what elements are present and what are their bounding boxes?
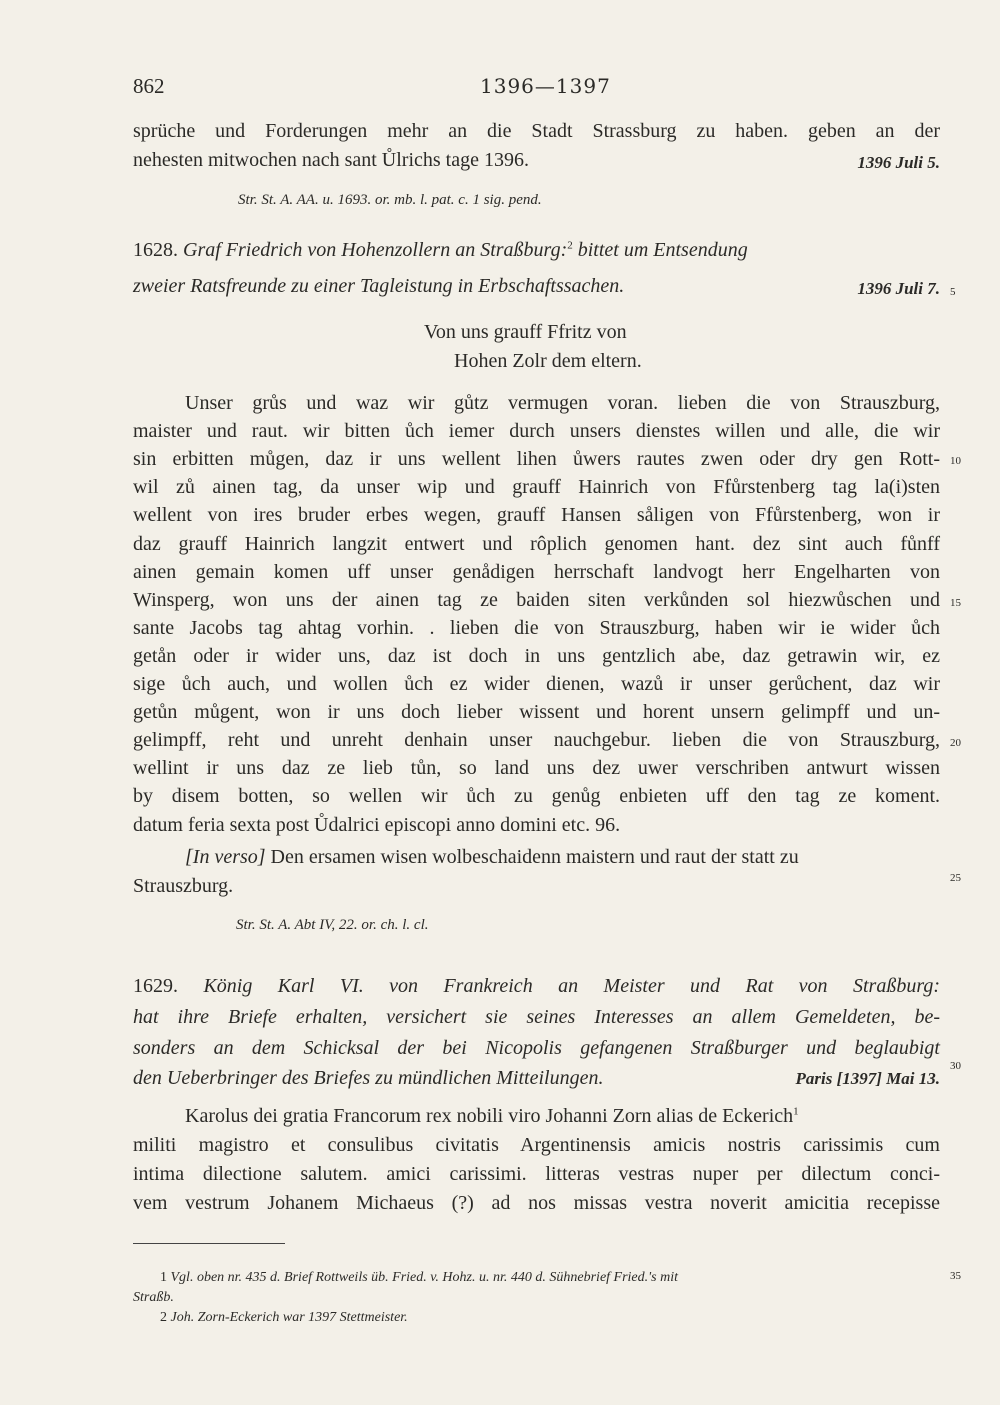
entry-summary: Graf Friedrich von Hohenzollern an Straßburg: (183, 239, 568, 261)
letter-line: gelimpff, reht und unreht denhain unser nauchgebur. lieben die von Strauszburg, (133, 729, 940, 752)
address-line: Hohen Zolr dem eltern. (454, 350, 642, 372)
entry-summary-line: sonders an dem Schicksal der bei Nicopolis gefangenen Straßburger und beglaubigt (133, 1037, 940, 1059)
text-line: nehesten mitwochen nach sant Ůlrichs tage 1396. (133, 149, 529, 171)
footnote-2 (160, 1310, 408, 1326)
letter-line: Unser grůs und waz wir gůtz vermugen voran. lieben die von Strauszburg, (185, 392, 940, 414)
footnote-divider (133, 1243, 285, 1244)
entry-date: 1396 Juli 7. (857, 279, 940, 298)
margin-line-number: 35 (950, 1270, 961, 1282)
letter-line: by disem botten, so wellen wir ůch zu genůg enbieten uff den tag ze koment. (133, 785, 940, 808)
text-line: sprüche und Forderungen mehr an die Stadt Strassburg zu haben. geben an der (133, 120, 940, 142)
entry-date: Paris [1397] Mai 13. (795, 1069, 940, 1088)
verso-line: Strauszburg. (133, 875, 234, 897)
letter-line: wellent von ires bruder erbes wegen, grauff Hansen såligen von Ffůrstenberg, won ir (133, 504, 940, 527)
letter-line: wil zů ainen tag, da unser wip und grauff Hainrich von Ffůrstenberg tag la(i)sten (133, 476, 940, 499)
entry-summary: bittet um Entsendung (572, 239, 748, 261)
letter-line: sige ůch auch, und wollen ůch ez wider dienen, wazů ir unser gerůchent, daz wir (133, 673, 940, 695)
footnote-ref: 2 (567, 239, 573, 252)
letter-line: getån oder ir wider uns, daz ist doch in uns gentzlich abe, daz getrawin wir, ez (133, 644, 940, 667)
entry-heading-1628 (133, 239, 940, 262)
letter-text: Karolus dei gratia Francorum rex nobili viro Johanni Zorn alias de Eckerich (185, 1105, 794, 1127)
letter-line: ainen gemain komen uff unser genådigen herrschaft landvogt herr Engelharten von (133, 560, 940, 583)
letter-line: intima dilectione salutem. amici carissimi. litteras vestras nuper per dilectum conci- (133, 1163, 940, 1185)
running-header-years: 1396—1397 (480, 74, 611, 98)
letter-line: daz grauff Hainrich langzit entwert und rôplich genomen hant. dez sint auch fůnff (133, 532, 940, 555)
address-line: Von uns grauff Ffritz von (424, 321, 627, 343)
footnote-ref: 1 (793, 1105, 799, 1118)
verso-tag: [In verso] (185, 846, 266, 868)
source-citation: Str. St. A. AA. u. 1693. or. mb. l. pat. c. 1 sig. pend. (238, 192, 542, 208)
margin-line-number: 30 (950, 1060, 961, 1072)
letter-line: getůn můgent, won ir uns doch lieber wissent und horent unsern gelimpff und un- (133, 701, 940, 724)
footnote-text: Vgl. oben nr. 435 d. Brief Rottweils üb. Fried. v. Hohz. u. nr. 440 d. Sühnebrief Fried.'s mit (170, 1270, 678, 1285)
entry-summary: König Karl VI. von Frankreich an Meister und Rat von Straßburg: (203, 975, 941, 997)
letter-line: Winsperg, won uns der ainen tag ze baiden siten verkůnden sol hiezwůschen und (133, 588, 940, 611)
footnote-1 (160, 1270, 678, 1286)
source-citation: Str. St. A. Abt IV, 22. or. ch. l. cl. (236, 917, 429, 933)
letter-line: sante Jacobs tag ahtag vorhin. . lieben die von Strauszburg, haben wir ie wider ůch (133, 616, 940, 639)
letter-line: vem vestrum Johanem Michaeus (?) ad nos missas vestra noverit amicitia recepisse (133, 1192, 940, 1214)
entry-summary-line: den Ueberbringer des Briefes zu mündlichen Mitteilungen. (133, 1067, 604, 1089)
verso-text: Den ersamen wisen wolbeschaidenn maistern und raut der statt zu (265, 846, 799, 868)
entry-number: 1629. (133, 975, 178, 997)
margin-line-number: 15 (950, 597, 961, 609)
margin-line-number: 25 (950, 872, 961, 884)
page-number: 862 (133, 74, 165, 98)
entry-summary-line: zweier Ratsfreunde zu einer Tagleistung in Erbschaftssachen. (133, 275, 625, 297)
footnote-mark: 1 (160, 1270, 167, 1285)
footnote-1-cont: Straßb. (133, 1290, 174, 1305)
verso-line (185, 846, 940, 869)
entry-summary-line: hat ihre Briefe erhalten, versichert sie seines Interesses an allem Gemeldeten, be- (133, 1006, 940, 1028)
margin-line-number: 20 (950, 737, 961, 749)
footnote-text: Joh. Zorn-Eckerich war 1397 Stettmeister. (170, 1310, 408, 1325)
entry-number: 1628. (133, 239, 178, 261)
entry-heading-1629 (133, 975, 940, 998)
margin-line-number: 5 (950, 286, 956, 298)
letter-line: wellint ir uns daz ze lieb tůn, so land uns dez uwer verschriben antwurt wissen (133, 757, 940, 780)
letter-line: datum feria sexta post Ůdalrici episcopi anno domini etc. 96. (133, 813, 621, 836)
footnote-mark: 2 (160, 1310, 167, 1325)
letter-line: militi magistro et consulibus civitatis Argentinensis amicis nostris carissimis cum (133, 1134, 940, 1156)
entry-date: 1396 Juli 5. (857, 153, 940, 172)
letter-line: maister und raut. wir bitten ůch iemer durch unsers dienstes willen und alle, die wir (133, 420, 940, 443)
margin-line-number: 10 (950, 455, 961, 467)
letter-line: sin erbitten můgen, daz ir uns wellent lihen ůwers rautes zwen oder dry gen Rott- (133, 448, 940, 471)
letter-line (185, 1105, 940, 1128)
